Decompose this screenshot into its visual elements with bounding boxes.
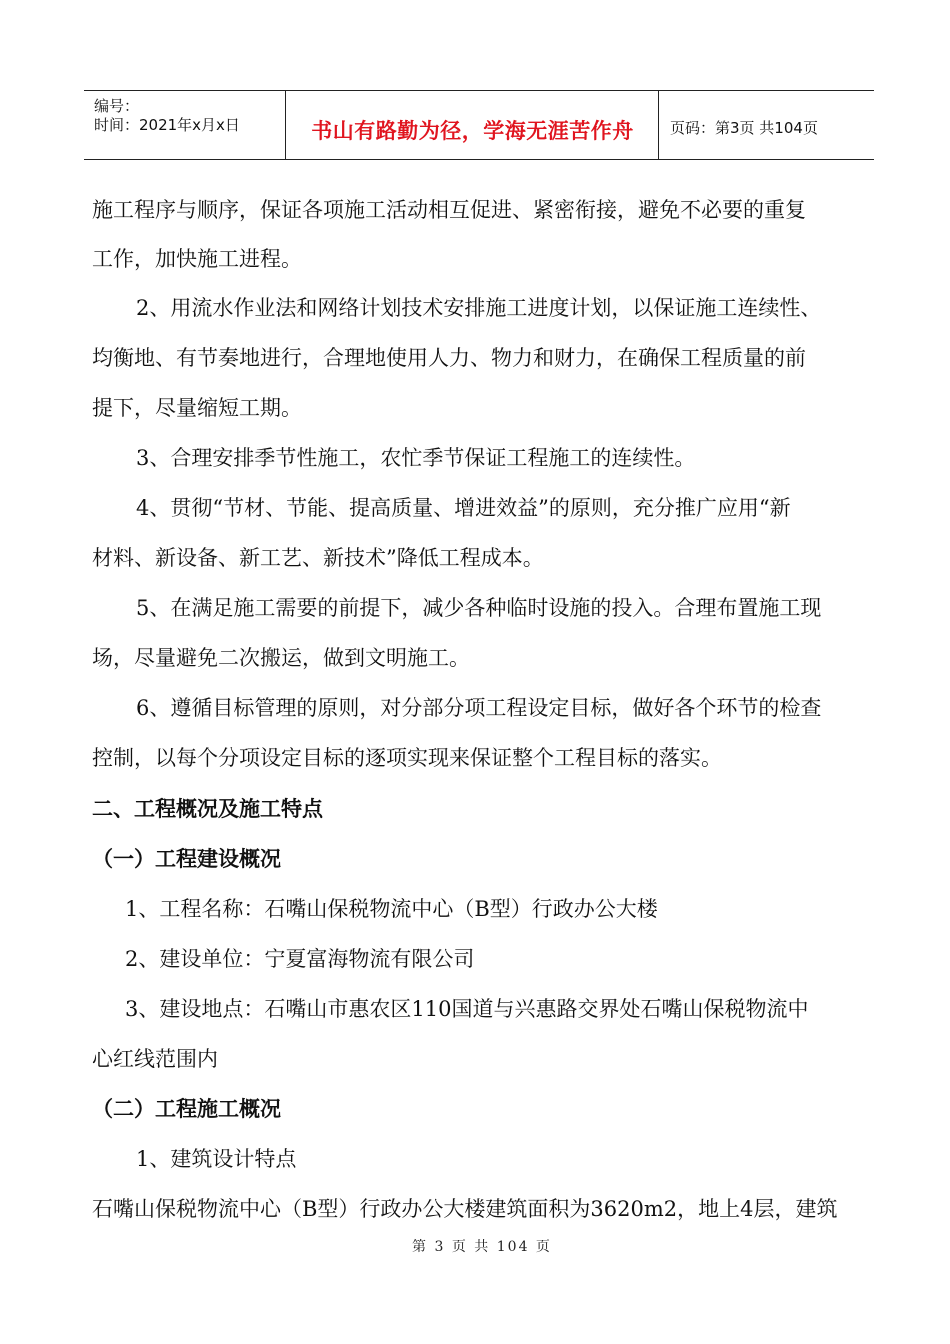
- paragraph-line: 1、工程名称：石嘴山保税物流中心（B型）行政办公大楼: [125, 897, 658, 921]
- paragraph-line: 提下，尽量缩短工期。: [92, 396, 302, 420]
- paragraph-line: 3、建设地点：石嘴山市惠农区110国道与兴惠路交界处石嘴山保税物流中: [125, 997, 809, 1021]
- header-page-cell: [660, 91, 874, 159]
- page-footer: 第 3 页 共 104 页: [412, 1239, 552, 1255]
- header-motto: 书山有路勤为径，学海无涯苦作舟: [311, 119, 634, 143]
- paragraph-line: 6、遵循目标管理的原则，对分部分项工程设定目标，做好各个环节的检查: [136, 696, 822, 720]
- subsection-heading: （二）工程施工概况: [92, 1097, 281, 1121]
- paragraph-line: 心红线范围内: [92, 1047, 218, 1071]
- paragraph-line: 2、建设单位：宁夏富海物流有限公司: [125, 947, 475, 971]
- paragraph-line: 均衡地、有节奏地进行，合理地使用人力、物力和财力，在确保工程质量的前: [92, 346, 806, 370]
- subsection-heading: （一）工程建设概况: [92, 847, 281, 871]
- header-motto-cell: [287, 91, 659, 159]
- paragraph-line: 场，尽量避免二次搬运，做到文明施工。: [92, 646, 470, 670]
- paragraph-line: 工作，加快施工进程。: [92, 247, 302, 271]
- paragraph-line: 1、建筑设计特点: [136, 1147, 297, 1171]
- header-meta-cell: [84, 91, 286, 159]
- date-text: 时间：2021年x月x日: [94, 116, 240, 134]
- paragraph-line: 2、用流水作业法和网络计划技术安排施工进度计划，以保证施工连续性、: [136, 296, 822, 320]
- section-heading: 二、工程概况及施工特点: [92, 797, 323, 821]
- paragraph-line: 4、贯彻“节材、节能、提高质量、增进效益”的原则，充分推广应用“新: [136, 496, 791, 520]
- serial-number-label: 编号：: [94, 97, 140, 115]
- paragraph-line: 控制，以每个分项设定目标的逐项实现来保证整个工程目标的落实。: [92, 746, 722, 770]
- page-header: [84, 90, 874, 160]
- paragraph-line: 3、合理安排季节性施工，农忙季节保证工程施工的连续性。: [136, 446, 696, 470]
- page-number-info: 页码：第3页 共104页: [670, 119, 818, 137]
- paragraph-line: 施工程序与顺序，保证各项施工活动相互促进、紧密衔接，避免不必要的重复: [92, 198, 806, 222]
- paragraph-line: 材料、新设备、新工艺、新技术”降低工程成本。: [92, 546, 544, 570]
- paragraph-line: 5、在满足施工需要的前提下，减少各种临时设施的投入。合理布置施工现: [136, 596, 822, 620]
- paragraph-line: 石嘴山保税物流中心（B型）行政办公大楼建筑面积为3620m2，地上4层，建筑: [92, 1197, 838, 1221]
